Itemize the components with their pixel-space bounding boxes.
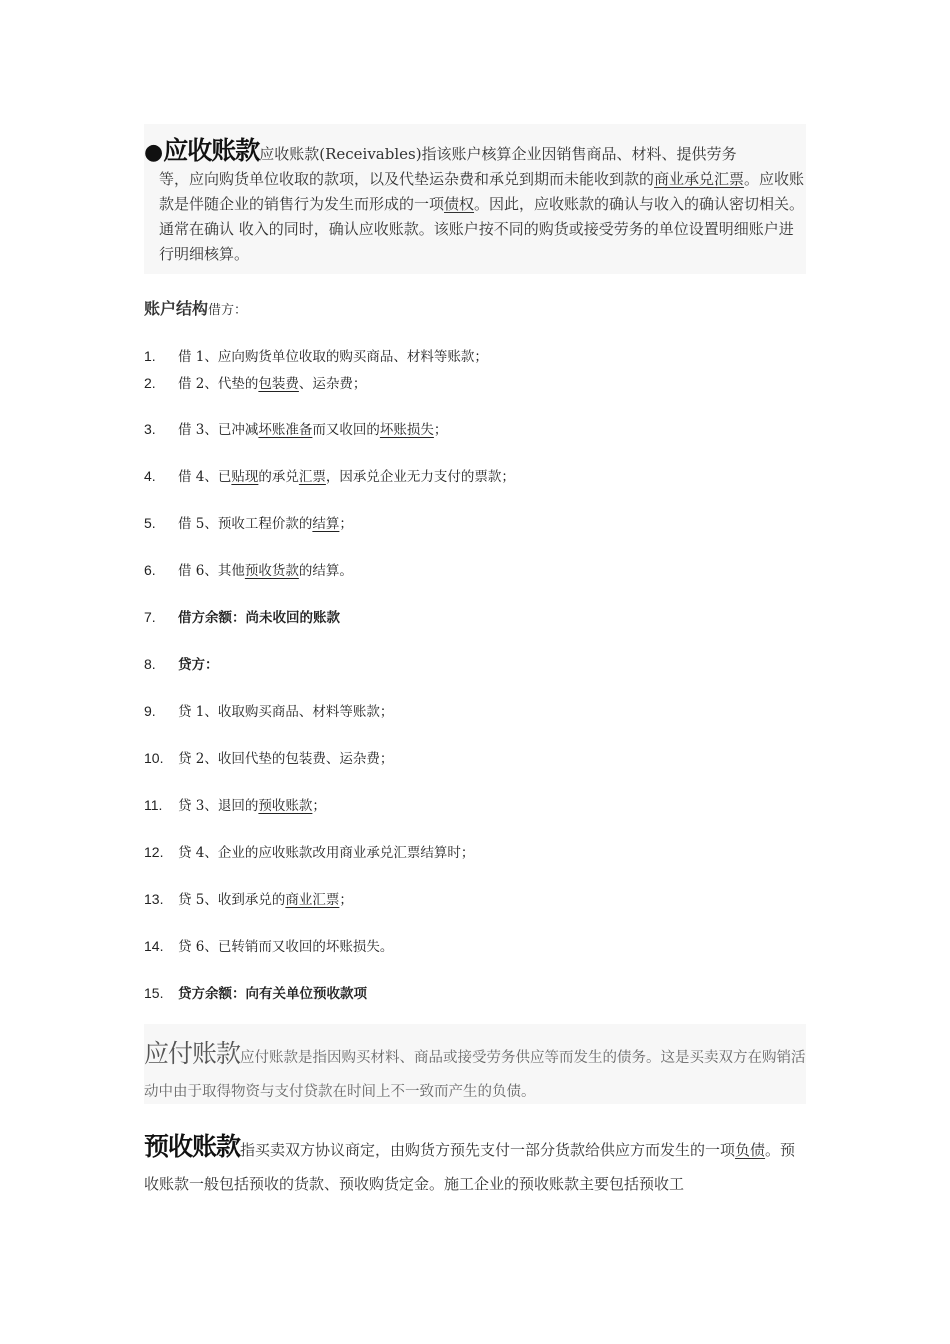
list-item (144, 345, 488, 365)
list-item-text (178, 751, 393, 767)
receivables-section (144, 124, 806, 274)
payables-body (144, 1037, 806, 1109)
list-item-text (178, 845, 474, 861)
list-item-segment: 贷方： (178, 657, 219, 673)
list-item-segment: 贷 2、收回代垫的包装费、运杂费； (178, 751, 394, 767)
advance-receipts-title: 预收账款 (144, 1132, 241, 1161)
list-item-segment: 贷 1、收取购买商品、材料等账款； (178, 704, 394, 720)
advance-receipts-body (144, 1130, 806, 1201)
payables-text: 应付账款是指因购买材料、商品或接受劳务供应等而发生的债务。这是买卖双方在购销活动中由于取得物资与支付贷款在时间上不一致而产生的负债。 (144, 1050, 806, 1100)
receivables-body (144, 167, 806, 267)
link-liability[interactable]: 负债 (735, 1141, 766, 1159)
advance-receipts-section (144, 1130, 806, 1201)
list-item-number: 10. (144, 750, 164, 766)
list-item-text (178, 704, 393, 720)
list-item (144, 512, 353, 532)
list-item-link[interactable]: 预收账款 (258, 798, 313, 814)
list-item-segment: ，因承兑企业无力支付的票款； (325, 469, 515, 485)
list-item-number: 7. (144, 609, 156, 625)
list-item-segment: 贷 3、退回的 (178, 798, 259, 814)
list-item-text (178, 892, 353, 908)
list-item (144, 418, 447, 438)
list-item-segment: 的承兑 (258, 469, 299, 485)
list-item-link[interactable]: 包装费 (258, 376, 299, 392)
list-item-number: 2. (144, 375, 156, 391)
list-item (144, 982, 367, 1002)
list-item-segment: 借 2、代垫的 (178, 376, 259, 392)
list-item (144, 653, 219, 673)
list-item-segment: 借 3、已冲减 (178, 422, 259, 438)
list-item (144, 559, 353, 579)
list-item-number: 5. (144, 515, 156, 531)
receivables-lead-text: 应收账款(Receivables)指该账户核算企业因销售商品、材料、提供劳务 (259, 145, 737, 163)
list-item-text (178, 422, 447, 438)
list-item-link[interactable]: 坏账准备 (258, 422, 313, 438)
list-item (144, 700, 393, 720)
list-item-segment: ； (433, 422, 448, 438)
list-item-text (178, 469, 515, 485)
list-item-segment: 借 5、预收工程价款的 (178, 516, 313, 532)
list-item-link[interactable]: 结算 (312, 516, 340, 532)
list-item-link[interactable]: 预收货款 (244, 563, 299, 579)
receivables-lead-line (144, 138, 806, 167)
list-item-segment: 借方余额：尚未收回的账款 (178, 610, 340, 626)
receivables-body-text: 。应收账款是伴随企业的销售行为发生而形成的一项 (159, 170, 805, 213)
list-item-segment: ； (339, 516, 353, 532)
account-structure-heading (144, 296, 247, 319)
payables-title: 应付账款 (144, 1039, 241, 1068)
list-item-segment: 借 4、已 (178, 469, 232, 485)
list-item-number: 12. (144, 844, 164, 860)
advance-receipts-text: 。预收账款一般包括预收的货款、预收购货定金。施工企业的预收账款主要包括预收工 (144, 1141, 796, 1193)
list-item-text (178, 349, 488, 365)
list-item-number: 1. (144, 348, 156, 364)
list-item-text (178, 610, 340, 626)
list-item (144, 372, 366, 392)
list-item-number: 9. (144, 703, 156, 719)
list-item-number: 14. (144, 938, 164, 954)
list-item (144, 606, 340, 626)
advance-receipts-text: 指买卖双方协议商定，由购货方预先支付一部分货款给供应方而发生的一项 (240, 1141, 736, 1159)
list-item-text (178, 657, 219, 673)
list-item (144, 747, 393, 767)
list-item-link[interactable]: 贴现 (231, 469, 259, 485)
list-item-number: 13. (144, 891, 164, 907)
list-item-segment: 、运杂费； (298, 376, 367, 392)
list-item-segment: 贷 6、已转销而又收回的坏账损失。 (178, 939, 394, 955)
list-item-link[interactable]: 商业汇票 (285, 892, 340, 908)
list-item-segment: 贷 5、收到承兑的 (178, 892, 286, 908)
bullet-icon: ● (144, 140, 164, 165)
list-item-segment: 贷 4、企业的应收账款改用商业承兑汇票结算时； (178, 845, 475, 861)
list-item-number: 3. (144, 421, 156, 437)
list-item-segment: 借 6、其他 (178, 563, 245, 579)
list-item-segment: 贷方余额：向有关单位预收款项 (178, 986, 367, 1002)
list-item-text (178, 798, 326, 814)
list-item (144, 465, 515, 485)
list-item-number: 11. (144, 797, 163, 813)
list-item-text (178, 376, 366, 392)
list-item-number: 8. (144, 656, 156, 672)
list-item-text (178, 986, 367, 1002)
list-item-segment: 而又收回的 (312, 422, 380, 438)
list-item-text (178, 939, 393, 955)
list-item-segment: ； (312, 798, 326, 814)
link-creditor-right[interactable]: 债权 (444, 195, 475, 213)
list-item-number: 6. (144, 562, 156, 578)
list-item-link[interactable]: 坏账损失 (379, 422, 434, 438)
list-item (144, 841, 474, 861)
list-item-segment: 借 1、应向购货单位收取的购买商品、材料等账款； (178, 349, 488, 365)
list-item-text (178, 563, 353, 579)
receivables-body-text: 等，应向购货单位收取的款项，以及代垫运杂费和承兑到期而未能收到款的 (159, 170, 655, 188)
list-item (144, 935, 393, 955)
list-item-segment: ； (339, 892, 353, 908)
account-structure-title: 账户结构 (144, 299, 209, 318)
list-item-number: 4. (144, 468, 156, 484)
receivables-body-text: 。因此，应收账款的确认与收入的确认密切相关。通常在确认 收入的同时，确认应收账款。该账户按不同的购货或接受劳务的单位设置明细账户进行明细核算。 (159, 195, 805, 263)
link-commercial-acceptance-bill[interactable]: 商业承兑汇票 (654, 170, 745, 188)
list-item-text (178, 516, 353, 532)
list-item-link[interactable]: 汇票 (298, 469, 326, 485)
payables-section (144, 1024, 806, 1104)
list-item (144, 888, 353, 908)
list-item (144, 794, 326, 814)
debit-side-label: 借方： (208, 303, 248, 318)
list-item-segment: 的结算。 (298, 563, 353, 579)
list-item-number: 15. (144, 985, 164, 1001)
receivables-title: 应收账款 (163, 136, 260, 165)
